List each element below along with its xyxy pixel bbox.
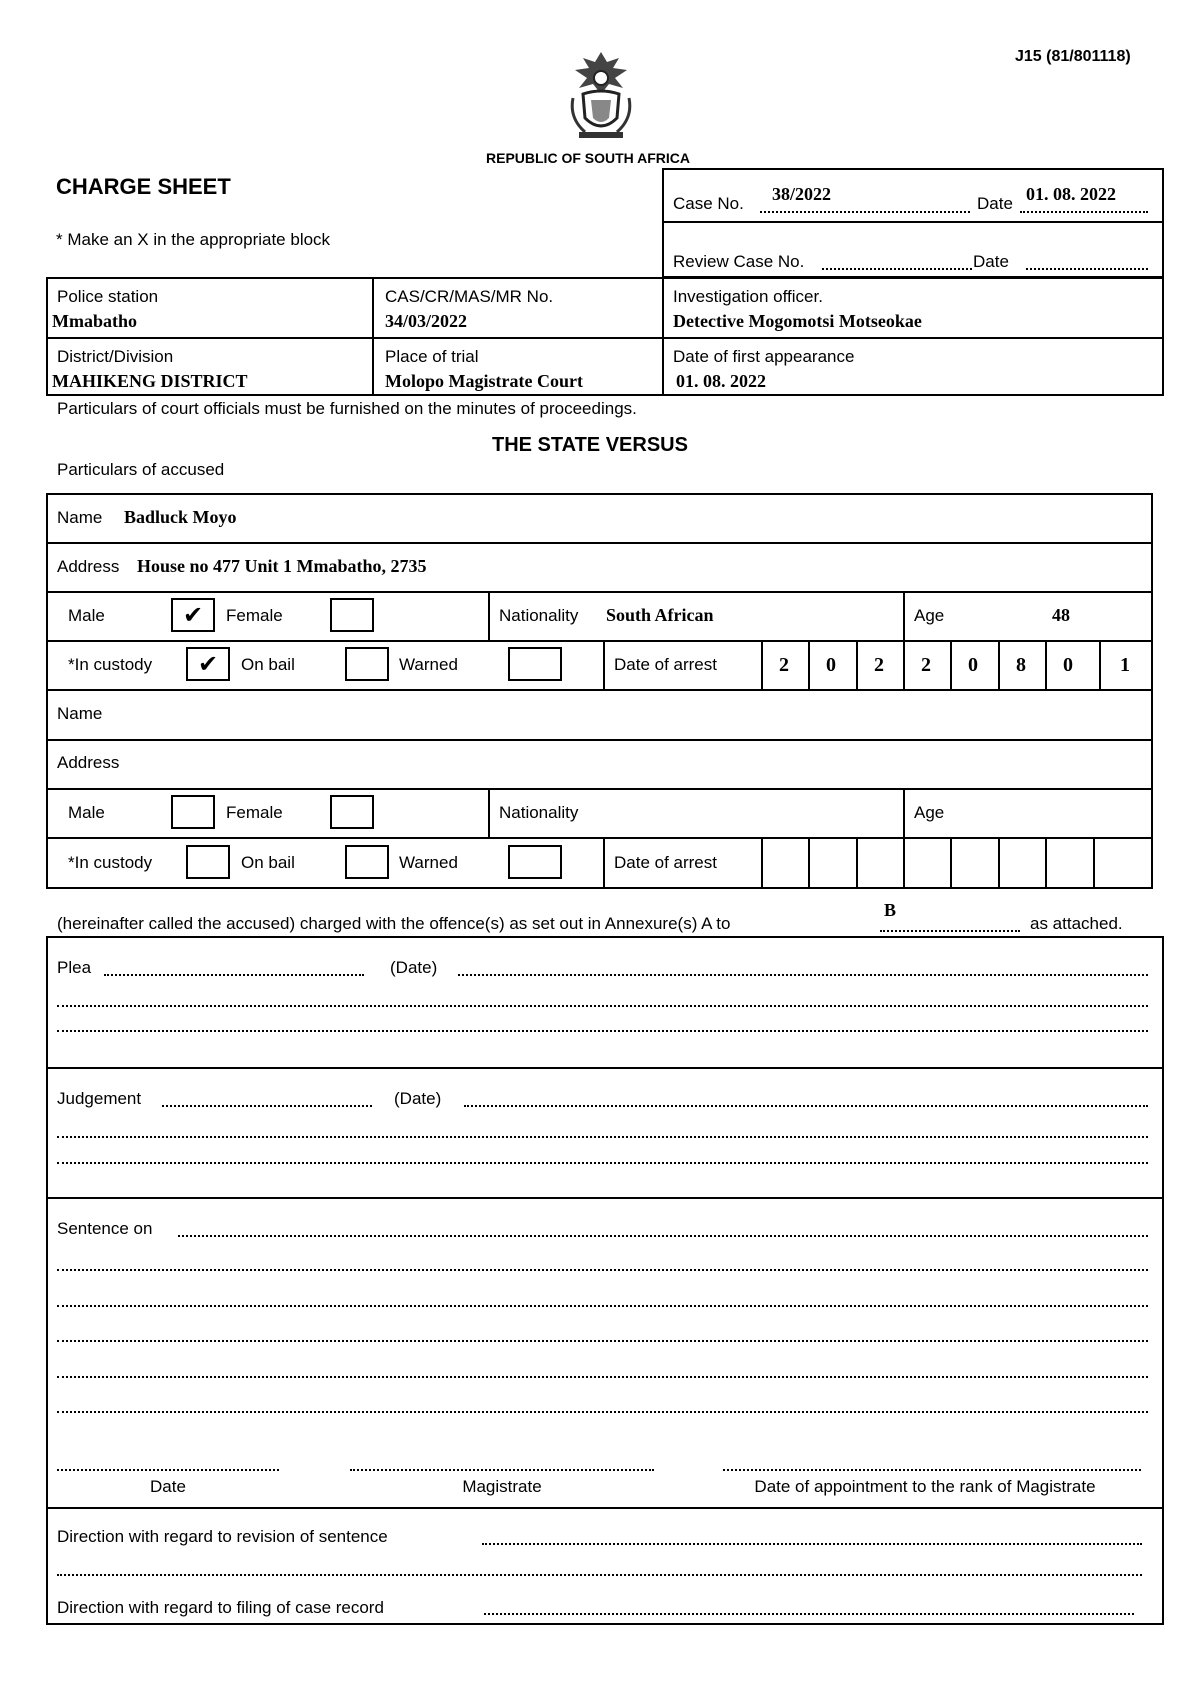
officials-note: Particulars of court officials must be furnished on the minutes of proceedings.	[57, 399, 637, 418]
accused1-name-value[interactable]: Badluck Moyo	[124, 507, 237, 527]
accused1-female-checkbox[interactable]	[330, 598, 374, 632]
accused1-bail-label: On bail	[241, 655, 295, 674]
case-date-value[interactable]: 01. 08. 2022	[1026, 184, 1116, 204]
annexure-value[interactable]: B	[884, 900, 897, 920]
arrest-digit[interactable]: 1	[1120, 654, 1130, 676]
country-label: REPUBLIC OF SOUTH AFRICA	[486, 150, 691, 166]
accused2-bail-label: On bail	[241, 853, 295, 872]
accused1-age-label: Age	[914, 606, 945, 625]
accused1-nationality-value[interactable]: South African	[606, 605, 714, 625]
investigation-officer-value[interactable]: Detective Mogomotsi Motseokae	[673, 311, 922, 331]
accused2-male-label: Male	[68, 803, 105, 822]
accused1-custody-label: *In custody	[68, 655, 153, 674]
accused2-arrest-label: Date of arrest	[614, 853, 717, 872]
case-no-value[interactable]: 38/2022	[772, 184, 832, 204]
accused1-arrest-label: Date of arrest	[614, 655, 717, 674]
investigation-officer-label: Investigation officer.	[673, 287, 823, 306]
accused2-nationality-label: Nationality	[499, 803, 579, 822]
accused1-bail-checkbox[interactable]	[345, 647, 389, 681]
signature-magistrate-label: Magistrate	[462, 1477, 542, 1496]
arrest-digit[interactable]: 8	[1016, 654, 1026, 676]
first-appearance-value[interactable]: 01. 08. 2022	[676, 371, 766, 391]
case-no-label: Case No.	[673, 194, 744, 213]
judgement-date-label: (Date)	[394, 1089, 442, 1108]
accused2-address-label: Address	[57, 753, 120, 772]
cas-value[interactable]: 34/03/2022	[385, 311, 468, 331]
signature-appointment-label: Date of appointment to the rank of Magistrate	[754, 1477, 1096, 1496]
accused2-name-label: Name	[57, 704, 103, 723]
accused2-male-checkbox[interactable]	[171, 795, 215, 829]
filing-direction-label: Direction with regard to filing of case record	[57, 1598, 384, 1617]
case-date-label: Date	[977, 194, 1013, 213]
accused1-name-label: Name	[57, 508, 103, 527]
form-code: J15 (81/801118)	[1015, 48, 1131, 65]
revision-direction-label: Direction with regard to revision of sentence	[57, 1527, 388, 1546]
accused2-female-checkbox[interactable]	[330, 795, 374, 829]
review-case-label: Review Case No.	[673, 252, 805, 271]
district-label: District/Division	[57, 347, 174, 366]
accused2-age-label: Age	[914, 803, 945, 822]
coat-of-arms-emblem	[565, 48, 637, 140]
arrest-digit[interactable]: 2	[921, 654, 931, 676]
accused1-male-checkbox[interactable]: ✔	[171, 598, 215, 632]
signature-date-label: Date	[150, 1477, 186, 1496]
accused2-custody-label: *In custody	[68, 853, 153, 872]
state-versus-heading: THE STATE VERSUS	[492, 434, 688, 456]
accused1-nationality-label: Nationality	[499, 606, 579, 625]
accused1-male-label: Male	[68, 606, 105, 625]
cas-label: CAS/CR/MAS/MR No.	[385, 287, 554, 306]
trial-place-value[interactable]: Molopo Magistrate Court	[385, 371, 583, 391]
trial-place-label: Place of trial	[385, 347, 479, 366]
accused1-female-label: Female	[226, 606, 283, 625]
arrest-digit[interactable]: 0	[826, 654, 836, 676]
accused-table	[46, 493, 1153, 889]
police-station-label: Police station	[57, 287, 159, 306]
arrest-digit[interactable]: 2	[779, 654, 789, 676]
plea-label: Plea	[57, 958, 92, 977]
accused2-bail-checkbox[interactable]	[345, 845, 389, 879]
charged-text: (hereinafter called the accused) charged with the offence(s) as set out in Annexure(s) A to	[57, 914, 731, 933]
plea-date-label: (Date)	[390, 958, 438, 977]
accused1-age-value[interactable]: 48	[1052, 605, 1070, 625]
arrest-digit[interactable]: 0	[968, 654, 978, 676]
instruction-text: * Make an X in the appropriate block	[56, 230, 331, 249]
sentence-label: Sentence on	[57, 1219, 153, 1238]
arrest-digit[interactable]: 2	[874, 654, 884, 676]
page-title: CHARGE SHEET	[56, 174, 231, 199]
accused1-address-value[interactable]: House no 477 Unit 1 Mmabatho, 2735	[137, 556, 427, 576]
district-value[interactable]: MAHIKENG DISTRICT	[52, 371, 248, 391]
arrest-digit[interactable]: 0	[1063, 654, 1073, 676]
accused1-warned-checkbox[interactable]	[508, 647, 562, 681]
accused1-address-label: Address	[57, 557, 120, 576]
accused2-custody-checkbox[interactable]	[186, 845, 230, 879]
charged-suffix: as attached.	[1030, 914, 1123, 933]
first-appearance-label: Date of first appearance	[673, 347, 855, 366]
particulars-label: Particulars of accused	[57, 460, 225, 479]
accused2-warned-label: Warned	[399, 853, 458, 872]
accused1-warned-label: Warned	[399, 655, 458, 674]
review-date-label: Date	[973, 252, 1009, 271]
judgement-label: Judgement	[57, 1089, 142, 1108]
police-station-value[interactable]: Mmabatho	[52, 311, 137, 331]
proceedings-box	[46, 936, 1164, 1625]
accused1-custody-checkbox[interactable]: ✔	[186, 647, 230, 681]
accused2-warned-checkbox[interactable]	[508, 845, 562, 879]
accused2-female-label: Female	[226, 803, 283, 822]
